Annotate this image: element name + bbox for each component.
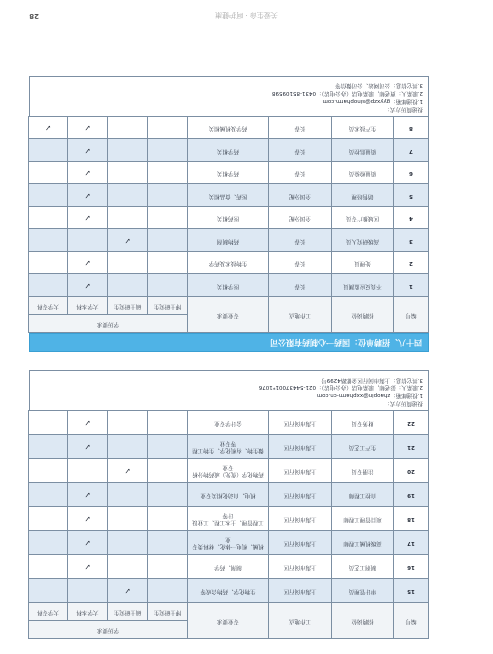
row-master-check xyxy=(108,483,148,507)
row-location: 上海市闵行区 xyxy=(269,483,332,507)
table-row xyxy=(28,411,428,435)
row-college-check: ✓ xyxy=(28,116,67,139)
row-bachelor-check: ✓ xyxy=(68,274,108,297)
row-bachelor-check xyxy=(68,459,108,483)
note-line: 2.联系人：彭老师，联系电话（办公电话）：021-54437001*1076 xyxy=(258,384,423,391)
row-major: 机电、自动化相关专业 xyxy=(188,483,269,507)
row-master-check xyxy=(108,435,148,459)
row-college-check xyxy=(28,161,67,184)
table-row xyxy=(28,184,428,207)
note-line: 投递简历方式： xyxy=(384,400,423,406)
table-row xyxy=(28,531,428,555)
row-major: 制剂、药学 xyxy=(188,555,269,579)
row-college-check xyxy=(28,274,67,297)
row-college-check xyxy=(28,531,67,555)
row-doctor-check xyxy=(148,435,188,459)
row-major: 医药、食品相关 xyxy=(188,184,269,207)
row-master-check: ✓ xyxy=(108,579,148,603)
table-row xyxy=(28,459,428,483)
header-location: 工作地点 xyxy=(269,296,332,332)
row-major: 药学及机械相关 xyxy=(188,116,269,139)
row-doctor-check xyxy=(148,161,188,184)
row-position: 制剂工艺员 xyxy=(332,555,394,579)
table1-body xyxy=(28,411,428,603)
row-bachelor-check: ✓ xyxy=(68,531,108,555)
row-location: 上海市闵行区 xyxy=(269,531,332,555)
table2-body xyxy=(28,116,428,296)
row-major: 药物化学（优先）或药物分析专业 xyxy=(188,459,269,483)
header-bachelor: 大学本科 xyxy=(68,296,108,314)
row-master-check xyxy=(108,274,148,297)
header-id: 编号 xyxy=(394,603,429,639)
row-bachelor-check xyxy=(68,579,108,603)
row-master-check xyxy=(108,184,148,207)
row-master-check xyxy=(108,139,148,162)
row-location: 长春 xyxy=(269,116,332,139)
note-line: 2.联系人：贾老师，联系电话（办公电话）：0431-85109598 xyxy=(272,90,423,97)
row-bachelor-check: ✓ xyxy=(68,139,108,162)
note-line: 投递简历方式： xyxy=(384,105,423,112)
row-master-check xyxy=(108,206,148,229)
row-master-check xyxy=(108,251,148,274)
table2-notes xyxy=(29,76,429,116)
note-line: 1.投递邮箱：zhaopin@xxpharm-cn.com xyxy=(316,392,423,399)
row-college-check xyxy=(28,459,67,483)
document-sheet xyxy=(29,76,429,639)
row-position: 不良反应监测员 xyxy=(332,274,394,297)
row-master-check xyxy=(108,507,148,531)
row-position: 生产工艺员 xyxy=(332,435,394,459)
row-location: 上海市闵行区 xyxy=(269,555,332,579)
row-master-check xyxy=(108,531,148,555)
note-line: 1.投递邮箱：gyyxzp@sinopharm.com xyxy=(322,98,423,105)
row-location: 上海市闵行区 xyxy=(269,435,332,459)
table-row xyxy=(28,139,428,162)
row-bachelor-check: ✓ xyxy=(68,555,108,579)
header-doctor: 博士研究生 xyxy=(148,296,188,314)
row-doctor-check xyxy=(148,184,188,207)
row-position: 财务专员 xyxy=(332,411,394,435)
row-location: 全国分配 xyxy=(269,184,332,207)
row-college-check xyxy=(28,483,67,507)
row-bachelor-check xyxy=(68,229,108,252)
row-id: 21 xyxy=(394,435,429,459)
row-master-check: ✓ xyxy=(108,229,148,252)
row-position: 高级研究人员 xyxy=(332,229,394,252)
header-master: 硕士研究生 xyxy=(108,296,148,314)
row-major: 药学相关 xyxy=(188,139,269,162)
row-position: 处理员 xyxy=(332,251,394,274)
table-row xyxy=(28,555,428,579)
table-row xyxy=(28,161,428,184)
row-bachelor-check: ✓ xyxy=(68,184,108,207)
row-college-check xyxy=(28,579,67,603)
row-doctor-check xyxy=(148,579,188,603)
row-bachelor-check: ✓ xyxy=(68,251,108,274)
row-id: 5 xyxy=(394,184,429,207)
header-doctor: 博士研究生 xyxy=(148,603,188,621)
table-row xyxy=(28,229,428,252)
row-id: 3 xyxy=(394,229,429,252)
row-bachelor-check: ✓ xyxy=(68,483,108,507)
row-doctor-check xyxy=(148,411,188,435)
row-position: 区域推广专员 xyxy=(332,206,394,229)
row-position: 质量监控员 xyxy=(332,139,394,162)
row-major: 机械、机电一体化、材料类专业 xyxy=(188,531,269,555)
row-master-check xyxy=(108,555,148,579)
row-college-check xyxy=(28,139,67,162)
row-doctor-check xyxy=(148,116,188,139)
table-row xyxy=(28,579,428,603)
row-location: 长春 xyxy=(269,139,332,162)
row-location: 上海市闵行区 xyxy=(269,459,332,483)
row-major: 医药相关 xyxy=(188,206,269,229)
table1-notes xyxy=(29,370,429,410)
row-doctor-check xyxy=(148,229,188,252)
row-master-check xyxy=(108,116,148,139)
row-college-check xyxy=(28,229,67,252)
row-master-check xyxy=(108,161,148,184)
row-major: 生物技术及药学 xyxy=(188,251,269,274)
table-row xyxy=(28,251,428,274)
row-id: 1 xyxy=(394,274,429,297)
table-row xyxy=(28,435,428,459)
row-major: 药物制剂 xyxy=(188,229,269,252)
page-footer xyxy=(0,8,493,20)
row-major: 医学相关 xyxy=(188,274,269,297)
row-college-check xyxy=(28,507,67,531)
table-row xyxy=(28,483,428,507)
header-id: 编号 xyxy=(394,296,429,332)
row-bachelor-check: ✓ xyxy=(68,507,108,531)
row-id: 19 xyxy=(394,483,429,507)
row-id: 6 xyxy=(394,161,429,184)
row-id: 7 xyxy=(394,139,429,162)
row-id: 18 xyxy=(394,507,429,531)
note-line: 3.其它信息：公司网站、公司微信等 xyxy=(335,82,423,89)
row-id: 8 xyxy=(394,116,429,139)
note-line: 3.其它信息：上海市闵行区金都路4299号 xyxy=(321,376,423,383)
row-position: 质量检验员 xyxy=(332,161,394,184)
row-doctor-check xyxy=(148,507,188,531)
row-location: 上海市闵行区 xyxy=(269,579,332,603)
table-row xyxy=(28,274,428,297)
row-bachelor-check: ✓ xyxy=(68,161,108,184)
row-bachelor-check: ✓ xyxy=(68,206,108,229)
table-row xyxy=(28,206,428,229)
row-id: 17 xyxy=(394,531,429,555)
row-position: 高级机械工程师 xyxy=(332,531,394,555)
row-major: 会计学专业 xyxy=(188,411,269,435)
row-bachelor-check: ✓ xyxy=(68,411,108,435)
row-location: 长春 xyxy=(269,274,332,297)
row-major: 生物化学、药物合成等 xyxy=(188,579,269,603)
recruitment-table-2 xyxy=(28,116,429,333)
header-major: 专业要求 xyxy=(188,603,269,639)
row-college-check xyxy=(28,555,67,579)
row-id: 22 xyxy=(394,411,429,435)
row-location: 上海市闵行区 xyxy=(269,507,332,531)
row-college-check xyxy=(28,435,67,459)
row-position: 自控工程师 xyxy=(332,483,394,507)
header-master: 硕士研究生 xyxy=(108,603,148,621)
row-bachelor-check: ✓ xyxy=(68,116,108,139)
header-position: 招聘岗位 xyxy=(332,603,394,639)
header-education: 学历要求 xyxy=(28,621,187,639)
row-location: 长春 xyxy=(269,229,332,252)
row-id: 15 xyxy=(394,579,429,603)
row-major: 微生物、有机化学、生物工程等专业 xyxy=(188,435,269,459)
row-id: 20 xyxy=(394,459,429,483)
row-position: 注册专员 xyxy=(332,459,394,483)
row-doctor-check xyxy=(148,251,188,274)
row-doctor-check xyxy=(148,531,188,555)
row-id: 2 xyxy=(394,251,429,274)
row-college-check xyxy=(28,251,67,274)
row-position: 审计管理员 xyxy=(332,579,394,603)
row-location: 长春 xyxy=(269,251,332,274)
table-row xyxy=(28,507,428,531)
row-doctor-check xyxy=(148,206,188,229)
table-row xyxy=(28,116,428,139)
row-college-check xyxy=(28,184,67,207)
row-master-check: ✓ xyxy=(108,459,148,483)
row-bachelor-check: ✓ xyxy=(68,435,108,459)
row-major: 药学相关 xyxy=(188,161,269,184)
row-college-check xyxy=(28,411,67,435)
page-number: 28 xyxy=(29,12,39,20)
row-id: 4 xyxy=(394,206,429,229)
header-major: 专业要求 xyxy=(188,296,269,332)
row-doctor-check xyxy=(148,555,188,579)
section-banner: 四十八、招聘单位：国药一心制药有限公司 xyxy=(29,333,429,352)
row-doctor-check xyxy=(148,483,188,507)
row-position: 销售经理 xyxy=(332,184,394,207)
row-doctor-check xyxy=(148,459,188,483)
row-location: 长春 xyxy=(269,161,332,184)
row-id: 16 xyxy=(394,555,429,579)
header-position: 招聘岗位 xyxy=(332,296,394,332)
header-college: 大学专科 xyxy=(28,603,67,621)
header-location: 工作地点 xyxy=(269,603,332,639)
header-bachelor: 大学本科 xyxy=(68,603,108,621)
row-college-check xyxy=(28,206,67,229)
row-position: 生产技术员 xyxy=(332,116,394,139)
row-doctor-check xyxy=(148,274,188,297)
row-doctor-check xyxy=(148,139,188,162)
row-major: 工程管理、土木工程、工业设计等 xyxy=(188,507,269,531)
row-location: 全国分配 xyxy=(269,206,332,229)
footer-slogan: 关爱生命 · 呵护健康 xyxy=(215,11,278,19)
header-education: 学历要求 xyxy=(28,314,187,332)
recruitment-table-1 xyxy=(28,410,429,639)
header-college: 大学专科 xyxy=(28,296,67,314)
row-position: 项目管理工程师 xyxy=(332,507,394,531)
row-location: 上海市闵行区 xyxy=(269,411,332,435)
row-master-check xyxy=(108,411,148,435)
